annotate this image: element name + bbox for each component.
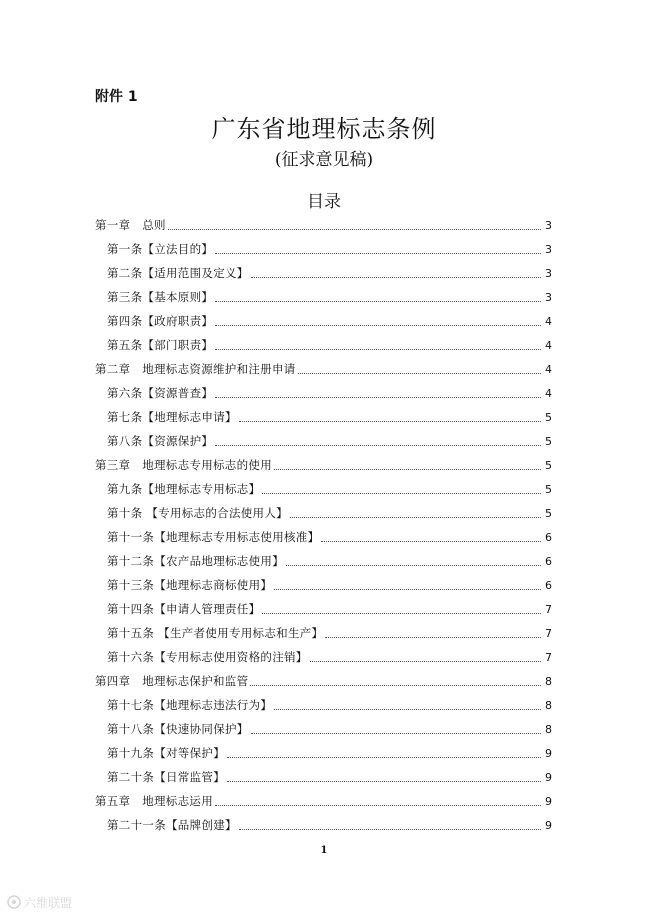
toc-page-number: 7 — [545, 626, 552, 640]
toc-dot-leader — [325, 637, 541, 638]
toc-dot-leader — [215, 397, 541, 398]
logo-icon — [6, 893, 76, 911]
toc-article-row[interactable] — [95, 501, 552, 525]
toc-page-number: 7 — [545, 650, 552, 664]
watermark — [6, 893, 76, 911]
toc-entry-label: 第六条【资源普查】 — [107, 386, 214, 400]
toc-entry-label: 第十五条 【生产者使用专用标志和生产】 — [107, 626, 324, 640]
toc-entry-label: 第二十条【日常监管】 — [107, 770, 225, 784]
toc-article-row[interactable] — [95, 285, 552, 309]
attachment-label: 附件 1 — [95, 89, 138, 105]
toc-dot-leader — [310, 661, 541, 662]
toc-article-row[interactable] — [95, 621, 552, 645]
toc-page-number: 5 — [545, 458, 552, 472]
toc-entry-label: 第二章 地理标志资源维护和注册申请 — [95, 362, 296, 376]
toc-dot-leader — [274, 469, 541, 470]
toc-page-number: 3 — [545, 266, 552, 280]
toc-page-number: 9 — [545, 746, 552, 760]
toc-article-row[interactable] — [95, 549, 552, 573]
toc-page-number: 5 — [545, 506, 552, 520]
toc-page-number: 6 — [545, 554, 552, 568]
toc-dot-leader — [251, 277, 541, 278]
toc-entry-label: 第八条【资源保护】 — [107, 434, 214, 448]
toc-article-row[interactable] — [95, 309, 552, 333]
toc-dot-leader — [215, 349, 541, 350]
toc-dot-leader — [168, 229, 541, 230]
toc-article-row[interactable] — [95, 813, 552, 837]
toc-dot-leader — [290, 517, 541, 518]
toc-article-row[interactable] — [95, 237, 552, 261]
toc-entry-label: 第一条【立法目的】 — [107, 242, 214, 256]
toc-dot-leader — [239, 421, 541, 422]
toc-page-number: 9 — [545, 794, 552, 808]
toc-chapter-row[interactable] — [95, 669, 552, 693]
toc-dot-leader — [215, 301, 541, 302]
toc-article-row[interactable] — [95, 477, 552, 501]
watermark-text: 六维联盟 — [24, 896, 73, 910]
toc-dot-leader — [239, 829, 541, 830]
toc-page-number: 4 — [545, 362, 552, 376]
toc-dot-leader — [215, 253, 541, 254]
toc-entry-label: 第四条【政府职责】 — [107, 314, 214, 328]
toc-chapter-row[interactable] — [95, 789, 552, 813]
toc-dot-leader — [215, 805, 541, 806]
document-title: 广东省地理标志条例 — [211, 115, 437, 143]
toc-page-number: 7 — [545, 602, 552, 616]
toc-dot-leader — [262, 493, 541, 494]
toc-page-number: 9 — [545, 770, 552, 784]
toc-entry-label: 第四章 地理标志保护和监管 — [95, 674, 249, 688]
toc-page-number: 8 — [545, 722, 552, 736]
toc-chapter-row[interactable] — [95, 453, 552, 477]
toc-page-number: 3 — [545, 290, 552, 304]
toc-article-row[interactable] — [95, 717, 552, 741]
toc-page-number: 6 — [545, 578, 552, 592]
toc-entry-label: 第二十一条【品牌创建】 — [107, 818, 237, 832]
toc-page-number: 5 — [545, 410, 552, 424]
toc-article-row[interactable] — [95, 573, 552, 597]
toc-entry-label: 第十四条【申请人管理责任】 — [107, 602, 261, 616]
toc-dot-leader — [250, 685, 541, 686]
toc-heading: 目录 — [307, 192, 341, 212]
toc-dot-leader — [215, 325, 541, 326]
toc-article-row[interactable] — [95, 525, 552, 549]
toc-entry-label: 第一章 总则 — [95, 218, 166, 232]
toc-dot-leader — [274, 589, 541, 590]
toc-page-number: 8 — [545, 698, 552, 712]
toc-entry-label: 第十六条【专用标志使用资格的注销】 — [107, 650, 308, 664]
toc-dot-leader — [321, 541, 541, 542]
toc-dot-leader — [274, 709, 541, 710]
toc-entry-label: 第十二条【农产品地理标志使用】 — [107, 554, 284, 568]
toc-article-row[interactable] — [95, 405, 552, 429]
table-of-contents — [95, 213, 552, 837]
document-subtitle: (征求意见稿) — [274, 150, 374, 170]
toc-entry-label: 第十八条【快速协同保护】 — [107, 722, 249, 736]
toc-article-row[interactable] — [95, 429, 552, 453]
toc-article-row[interactable] — [95, 741, 552, 765]
toc-page-number: 4 — [545, 386, 552, 400]
toc-dot-leader — [227, 781, 541, 782]
toc-dot-leader — [286, 565, 541, 566]
toc-entry-label: 第五条【部门职责】 — [107, 338, 214, 352]
toc-dot-leader — [227, 757, 541, 758]
toc-page-number: 3 — [545, 242, 552, 256]
toc-dot-leader — [251, 733, 541, 734]
toc-page-number: 5 — [545, 482, 552, 496]
toc-entry-label: 第九条【地理标志专用标志】 — [107, 482, 261, 496]
toc-article-row[interactable] — [95, 645, 552, 669]
toc-article-row[interactable] — [95, 693, 552, 717]
toc-entry-label: 第十一条【地理标志专用标志使用核准】 — [107, 530, 320, 544]
toc-article-row[interactable] — [95, 333, 552, 357]
toc-dot-leader — [215, 445, 541, 446]
toc-article-row[interactable] — [95, 765, 552, 789]
toc-entry-label: 第五章 地理标志运用 — [95, 794, 213, 808]
toc-article-row[interactable] — [95, 261, 552, 285]
toc-article-row[interactable] — [95, 381, 552, 405]
toc-page-number: 6 — [545, 530, 552, 544]
toc-page-number: 9 — [545, 818, 552, 832]
toc-entry-label: 第十三条【地理标志商标使用】 — [107, 578, 273, 592]
toc-entry-label: 第二条【适用范围及定义】 — [107, 266, 249, 280]
toc-page-number: 4 — [545, 338, 552, 352]
page-number: 1 — [320, 845, 328, 856]
toc-chapter-row[interactable] — [95, 213, 552, 237]
toc-article-row[interactable] — [95, 597, 552, 621]
toc-entry-label: 第十九条【对等保护】 — [107, 746, 225, 760]
toc-page-number: 5 — [545, 434, 552, 448]
toc-entry-label: 第七条【地理标志申请】 — [107, 410, 237, 424]
toc-page-number: 3 — [545, 218, 552, 232]
toc-page-number: 4 — [545, 314, 552, 328]
toc-page-number: 8 — [545, 674, 552, 688]
toc-dot-leader — [298, 373, 541, 374]
toc-entry-label: 第十七条【地理标志违法行为】 — [107, 698, 273, 712]
toc-entry-label: 第三条【基本原则】 — [107, 290, 214, 304]
toc-entry-label: 第三章 地理标志专用标志的使用 — [95, 458, 272, 472]
toc-dot-leader — [262, 613, 541, 614]
toc-chapter-row[interactable] — [95, 357, 552, 381]
toc-entry-label: 第十条 【专用标志的合法使用人】 — [107, 506, 288, 520]
